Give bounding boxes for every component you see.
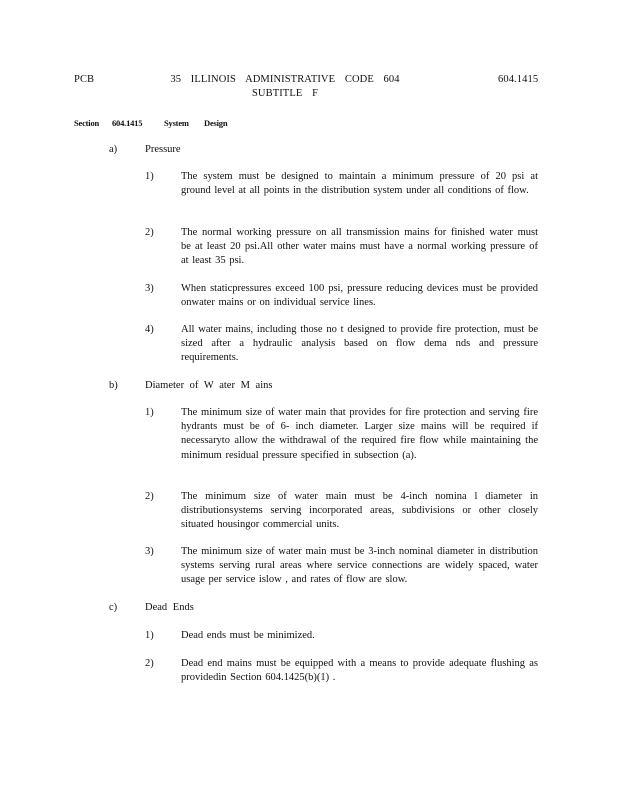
item-text: When staticpressures exceed 100 psi, pressure reducing devices must be provided onwater mains or on individual service lines. bbox=[181, 283, 538, 309]
item-text: The minimum size of water main must be 3-inch nominal diameter in distribution systems serving rural areas where service connections are widely spaced, water usage per service islow , and rates of flow are slow. bbox=[181, 546, 538, 586]
item-text: The minimum size of water main must be 4-inch nomina l diameter in distributionsystems serving incorporated areas, subdivisions or other closely situated housingor commercial units. bbox=[181, 491, 538, 531]
item-marker: 1) bbox=[145, 407, 154, 418]
section-number: 604.1415 bbox=[112, 118, 143, 128]
item-text: The normal working pressure on all transmission mains for finished water must be at least 20 psi.All other water mains must have a normal working pressure of at least 35 psi. bbox=[181, 227, 538, 267]
section-title-word2: Design bbox=[204, 118, 228, 128]
item-marker: 3) bbox=[145, 546, 154, 557]
header-section-number: 604.1415 bbox=[498, 74, 539, 85]
item-marker: 2) bbox=[145, 227, 154, 238]
item-marker: 4) bbox=[145, 324, 154, 335]
item-marker: 2) bbox=[145, 658, 154, 669]
subsection-marker: b) bbox=[109, 380, 118, 391]
item-marker: 2) bbox=[145, 491, 154, 502]
section-label: Section bbox=[74, 118, 100, 128]
subsection-title: Pressure bbox=[145, 144, 181, 155]
header-title-line2: SUBTITLE F bbox=[251, 88, 319, 99]
subsection-title: Dead Ends bbox=[145, 602, 194, 613]
item-marker: 1) bbox=[145, 630, 154, 641]
header-title bbox=[150, 73, 420, 101]
subsection-marker: c) bbox=[109, 602, 118, 613]
header-title-line1: 35 ILLINOIS ADMINISTRATIVE CODE 604 bbox=[170, 74, 400, 85]
subsection-marker: a) bbox=[109, 144, 118, 155]
item-text: The system must be designed to maintain a minimum pressure of 20 psi at ground level at all points in the distribution system under all conditions of flow. bbox=[181, 171, 538, 197]
item-marker: 1) bbox=[145, 171, 154, 182]
section-title-word1: System bbox=[164, 118, 189, 128]
item-text: Dead end mains must be equipped with a means to provide adequate flushing as providedin Section 604.1425(b)(1) . bbox=[181, 658, 538, 684]
section-heading bbox=[74, 118, 227, 128]
item-marker: 3) bbox=[145, 283, 154, 294]
item-text: All water mains, including those no t designed to provide fire protection, must be sized after a hydraulic analysis based on flow dema nds and pressure requirements. bbox=[181, 324, 538, 364]
subsection-title: Diameter of W ater M ains bbox=[145, 380, 273, 391]
header-agency: PCB bbox=[74, 74, 95, 85]
item-text: Dead ends must be minimized. bbox=[181, 630, 315, 641]
item-text: The minimum size of water main that provides for fire protection and serving fire hydrants must be of 6- inch diameter. Larger size mains will be required if necessaryto allow the withdrawal of the required fire flow while maintaining the minimum residual pressure specified in subsection (a). bbox=[181, 407, 538, 461]
